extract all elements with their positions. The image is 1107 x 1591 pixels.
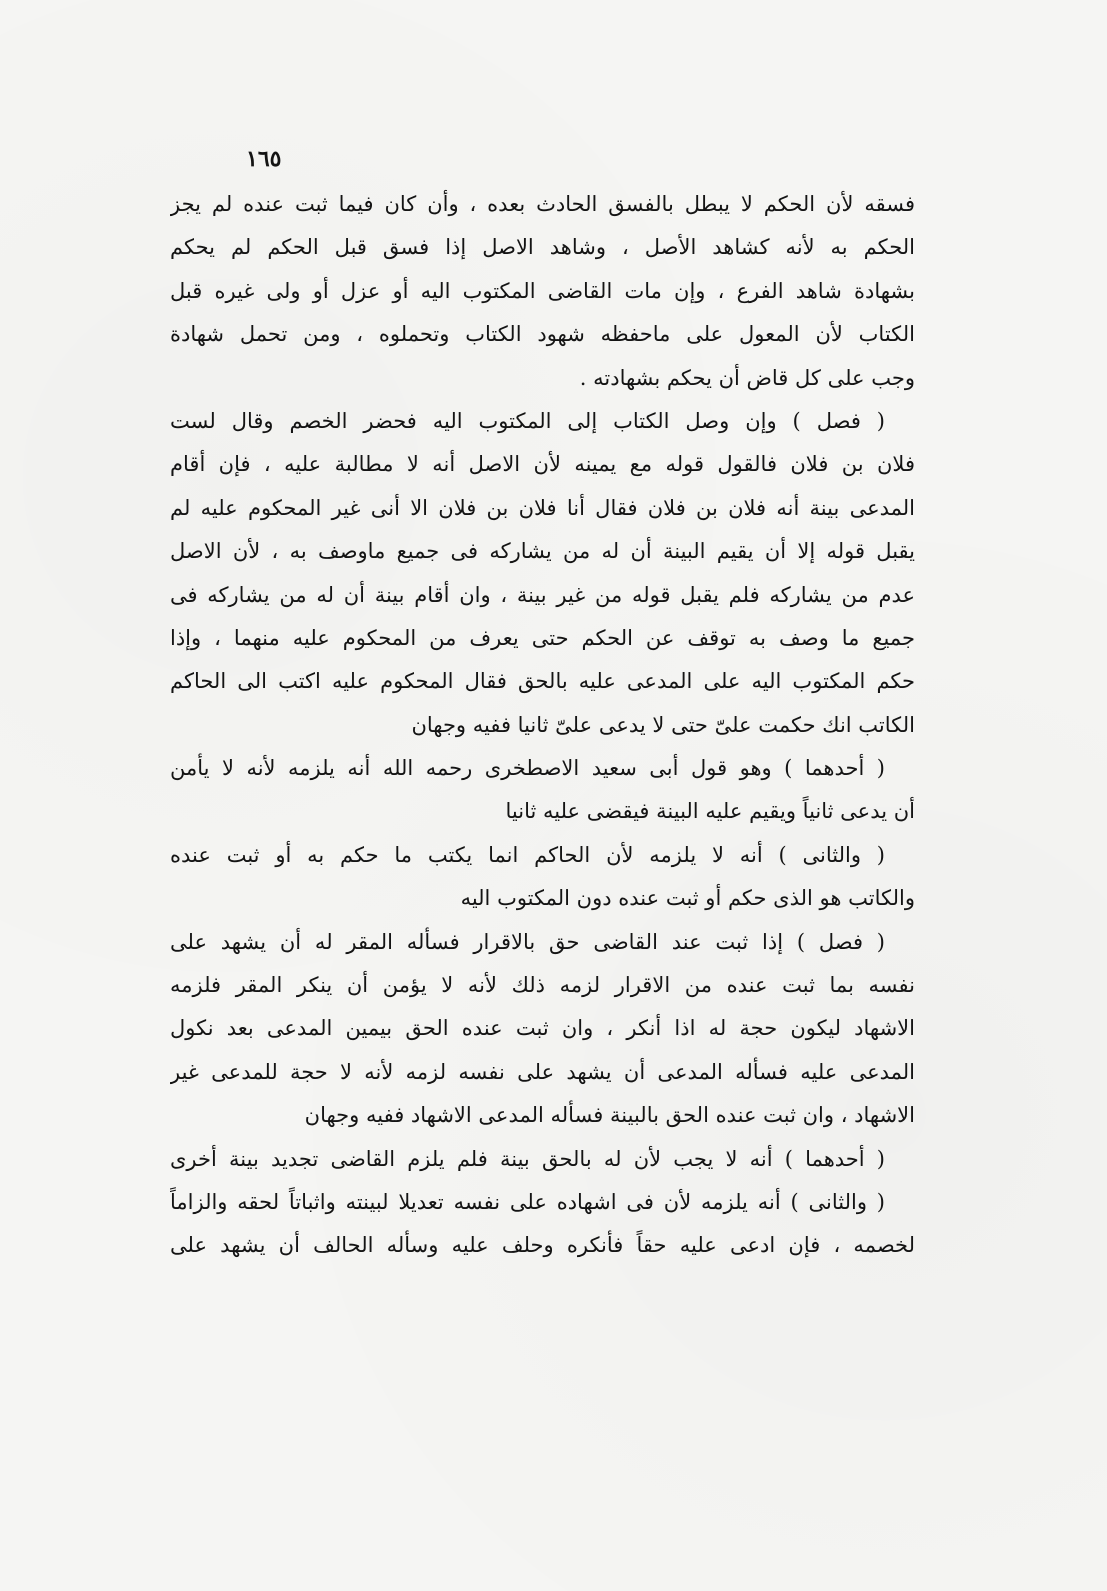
text-line: والكاتب هو الذى حكم أو ثبت عنده دون المكتوب اليه	[460, 886, 915, 911]
text-line: عدم من يشاركه فلم يقبل قوله من غير بينة ، وان أقام بينة أن له من يشاركه فى	[170, 582, 915, 607]
text-line: ( أحدهما ) أنه لا يجب لأن له بالحق بينة فلم يلزم القاضى تجديد بينة أخرى	[170, 1146, 886, 1171]
text-line: المدعى بينة أنه فلان بن فلان فقال أنا فلان بن فلان الا أنى غير المحكوم عليه لم	[170, 495, 915, 520]
text-line: الكتاب لأن المعول على ماحفظه شهود الكتاب وتحملوه ، ومن تحمل شهادة	[170, 322, 915, 347]
text-line: نفسه بما ثبت عنده من الاقرار لزمه ذلك لأنه لا يؤمن أن ينكر المقر فلزمه	[170, 973, 915, 998]
text-line: ( والثانى ) أنه يلزمه لأن فى اشهاده على نفسه تعديلا لبينته واثباتاً لحقه والزاماً	[170, 1189, 885, 1214]
text-line: جميع ما وصف به توقف عن الحكم حتى يعرف من المحكوم عليه منهما ، وإذا	[170, 625, 915, 650]
text-line: الاشهاد ، وان ثبت عنده الحق بالبينة فسأله المدعى الاشهاد ففيه وجهان	[304, 1103, 915, 1128]
text-line: أن يدعى ثانياً ويقيم عليه البينة فيقضى عليه ثانيا	[505, 799, 915, 824]
text-line: فلان بن فلان فالقول قوله مع يمينه لأن الاصل أنه لا مطالبة عليه ، فإن أقام	[170, 452, 915, 477]
text-line: الاشهاد ليكون حجة له اذا أنكر ، وان ثبت عنده الحق بيمين المدعى بعد نكول	[170, 1016, 915, 1041]
text-line: الكاتب انك حكمت علىّ حتى لا يدعى علىّ ثانيا ففيه وجهان	[411, 712, 915, 737]
text-line: وجب على كل قاض أن يحكم بشهادته .	[579, 365, 915, 390]
text-line: ( أحدهما ) وهو قول أبى سعيد الاصطخرى رحمه الله أنه يلزمه لأنه لا يأمن	[170, 756, 885, 781]
section-heading-line: ( فصل ) وإن وصل الكتاب إلى المكتوب اليه فحضر الخصم وقال لست	[170, 408, 885, 433]
body-text	[170, 183, 915, 1268]
text-line: فسقه لأن الحكم لا يبطل بالفسق الحادث بعده ، وأن كان فيما ثبت عنده لم يجز	[170, 192, 915, 216]
section-heading-line: ( فصل ) إذا ثبت عند القاضى حق بالاقرار فسأله المقر له أن يشهد على	[170, 929, 885, 954]
page-number: ١٦٥	[246, 146, 282, 172]
text-line: حكم المكتوب اليه على المدعى عليه بالحق فقال المحكوم عليه اكتب الى الحاكم	[170, 669, 915, 694]
text-line: يقبل قوله إلا أن يقيم البينة أن له من يشاركه فى جميع ماوصف به ، لأن الاصل	[170, 539, 915, 564]
text-line: المدعى عليه فسأله المدعى أن يشهد على نفسه لزمه لأنه لا حجة للمدعى غير	[170, 1059, 915, 1084]
text-line: ( والثانى ) أنه لا يلزمه لأن الحاكم انما يكتب ما حكم به أو ثبت عنده	[170, 842, 885, 867]
text-line: لخصمه ، فإن ادعى عليه حقاً فأنكره وحلف عليه وسأله الحالف أن يشهد على	[170, 1233, 915, 1258]
text-line: بشهادة شاهد الفرع ، وإن مات القاضى المكتوب اليه أو عزل أو ولى غيره قبل	[170, 278, 915, 303]
text-line: الحكم به لأنه كشاهد الأصل ، وشاهد الاصل إذا فسق قبل الحكم لم يحكم	[170, 235, 915, 260]
